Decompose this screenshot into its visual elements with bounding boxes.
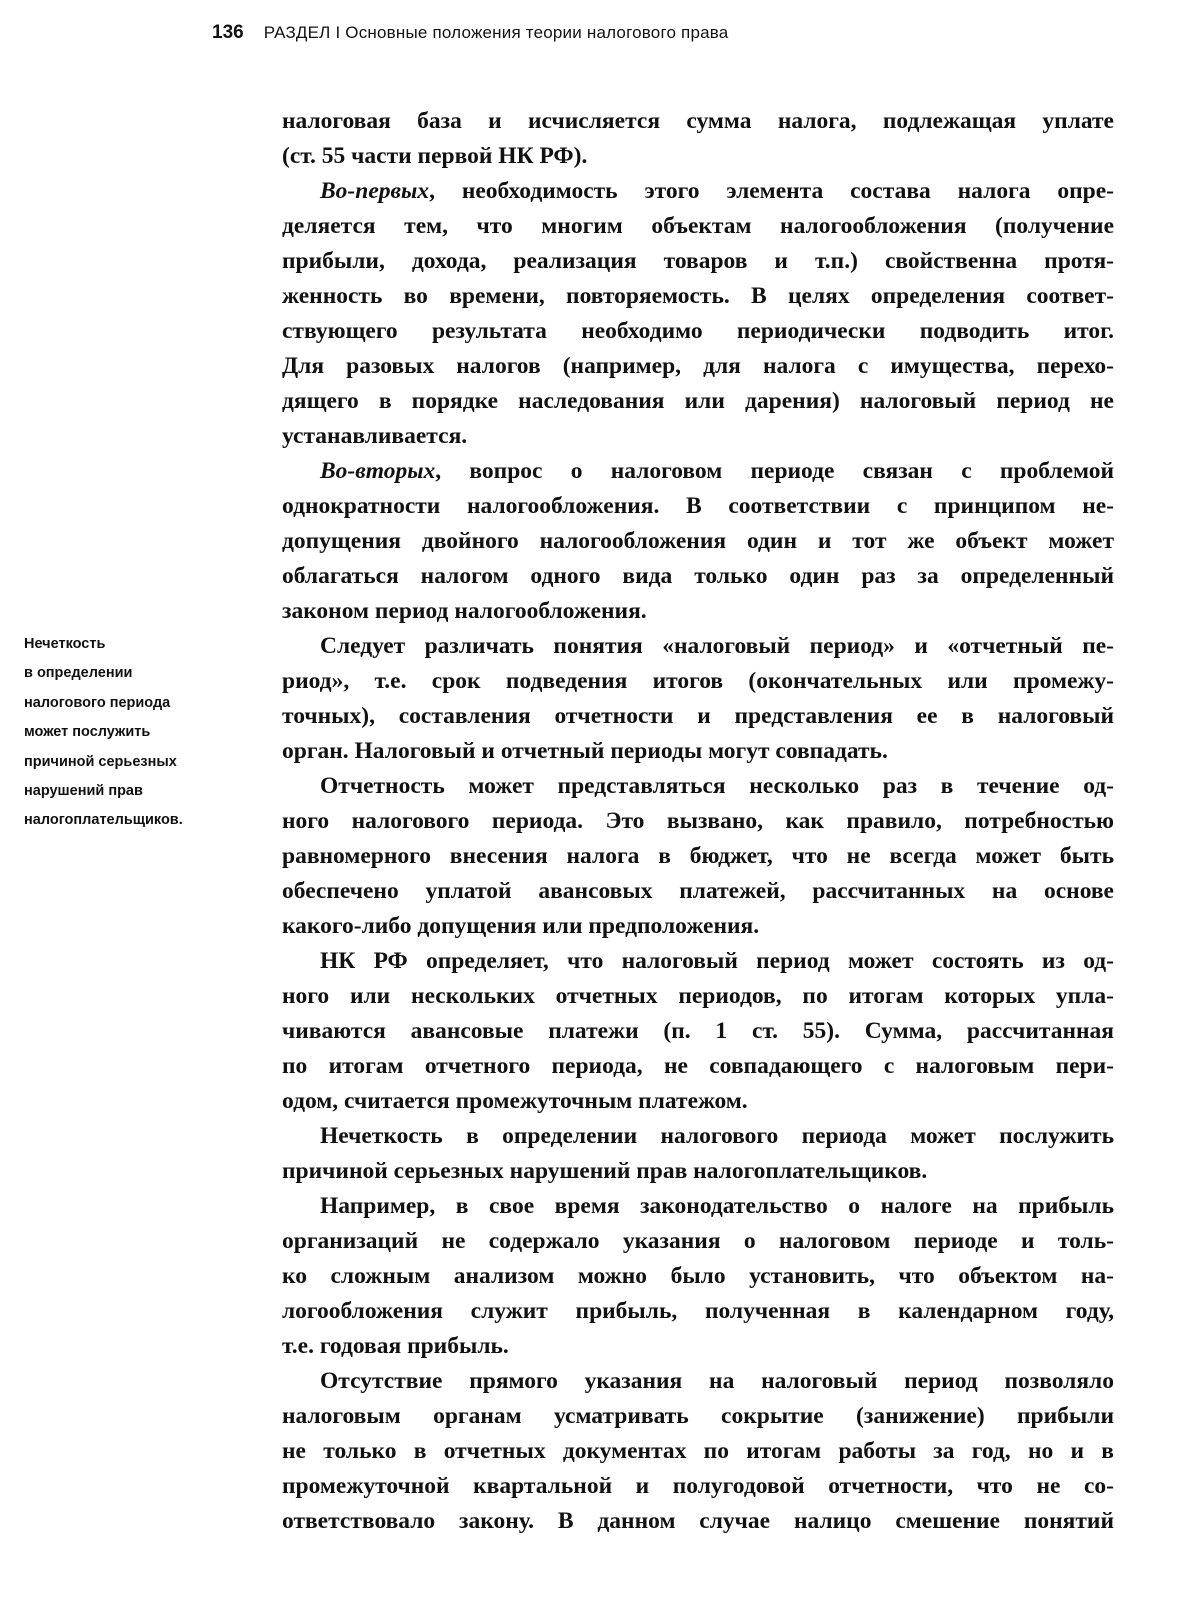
- text-line: устанавливается.: [282, 423, 468, 449]
- text-line: Для разовых налогов (например, для налога с имущества, перехо-: [282, 353, 1114, 379]
- text-line: прибыли, дохода, реализация товаров и т.п.) свойственна протя-: [282, 248, 1114, 274]
- text-line: Например, в свое время законодательство о налоге на прибыль: [320, 1193, 1114, 1219]
- text-line: налоговым органам усматривать сокрытие (занижение) прибыли: [282, 1403, 1114, 1429]
- text-line: налоговая база и исчисляется сумма налога, подлежащая уплате: [282, 108, 1114, 134]
- text-line: чиваются авансовые платежи (п. 1 ст. 55). Сумма, рассчитанная: [282, 1018, 1114, 1044]
- text-line: т.е. годовая прибыль.: [282, 1333, 509, 1359]
- text-line: промежуточной квартальной и полугодовой отчетности, что не со-: [282, 1473, 1114, 1499]
- text-line: ного налогового периода. Это вызвано, как правило, потребностью: [282, 808, 1114, 834]
- text-line: ко сложным анализом можно было установить, что объектом на-: [282, 1263, 1114, 1289]
- text-line: Нечеткость в определении налогового периода может послужить: [320, 1123, 1114, 1149]
- section-title: РАЗДЕЛ I Основные положения теории налогового права: [263, 23, 729, 42]
- running-head: [212, 18, 728, 48]
- text-line: риод», т.е. срок подведения итогов (окончательных или промежу-: [282, 668, 1114, 694]
- text-line: ствующего результата необходимо периодически подводить итог.: [282, 318, 1114, 344]
- text-line: Отсутствие прямого указания на налоговый период позволяло: [320, 1368, 1114, 1394]
- margin-note-line: в определении: [24, 665, 133, 682]
- text-line: дящего в порядке наследования или дарения) налоговый период не: [282, 388, 1114, 414]
- text-line: (ст. 55 части первой НК РФ).: [282, 143, 588, 169]
- text-line: какого-либо допущения или предположения.: [282, 913, 760, 939]
- text-line: Отчетность может представляться несколько раз в течение од-: [320, 773, 1114, 799]
- text-line: не только в отчетных документах по итогам работы за год, но и в: [282, 1438, 1114, 1464]
- text-line: одом, считается промежуточным платежом.: [282, 1088, 748, 1114]
- margin-note-line: причиной серьезных: [24, 753, 177, 770]
- main-text: [282, 104, 1114, 1539]
- text-line: облагаться налогом одного вида только один раз за определенный: [282, 563, 1114, 589]
- text-line: НК РФ определяет, что налоговый период может состоять из од-: [320, 948, 1114, 974]
- text-line: ответствовало закону. В данном случае налицо смешение понятий: [282, 1508, 1114, 1534]
- margin-note: [24, 630, 254, 836]
- text-line: законом период налогообложения.: [282, 598, 647, 624]
- page-number: 136: [212, 22, 244, 43]
- text-line: деляется тем, что многим объектам налогообложения (получение: [282, 213, 1114, 239]
- text-line: обеспечено уплатой авансовых платежей, рассчитанных на основе: [282, 878, 1114, 904]
- text-line: по итогам отчетного периода, не совпадающего с налоговым пери-: [282, 1053, 1114, 1079]
- text-line: орган. Налоговый и отчетный периоды могут совпадать.: [282, 738, 888, 764]
- text-line: равномерного внесения налога в бюджет, что не всегда может быть: [282, 843, 1114, 869]
- italic-lead: Во-первых: [320, 178, 430, 204]
- margin-note-line: может послужить: [24, 724, 151, 741]
- margin-note-line: Нечеткость: [24, 636, 106, 652]
- margin-note-line: налогового периода: [24, 694, 171, 711]
- margin-note-line: налогоплательщиков.: [24, 812, 183, 829]
- margin-note-line: нарушений прав: [24, 783, 143, 800]
- text-line: Следует различать понятия «налоговый период» и «отчетный пе-: [320, 633, 1114, 659]
- text-line: Во-вторых, вопрос о налоговом периоде связан с проблемой: [320, 458, 1114, 484]
- text-line: однократности налогообложения. В соответствии с принципом не-: [282, 493, 1114, 519]
- text-line: логообложения служит прибыль, полученная в календарном году,: [282, 1298, 1114, 1324]
- text-line: Во-первых, необходимость этого элемента состава налога опре-: [320, 178, 1114, 204]
- text-line: ного или нескольких отчетных периодов, по итогам которых упла-: [282, 983, 1114, 1009]
- text-line: допущения двойного налогообложения один и тот же объект может: [282, 528, 1114, 554]
- text-line: точных), составления отчетности и представления ее в налоговый: [282, 703, 1114, 729]
- text-line: женность во времени, повторяемость. В целях определения соответ-: [282, 283, 1114, 309]
- text-line: организаций не содержало указания о налоговом периоде и толь-: [282, 1228, 1114, 1254]
- text-line: причиной серьезных нарушений прав налогоплательщиков.: [282, 1158, 928, 1184]
- italic-lead: Во-вторых: [320, 458, 436, 484]
